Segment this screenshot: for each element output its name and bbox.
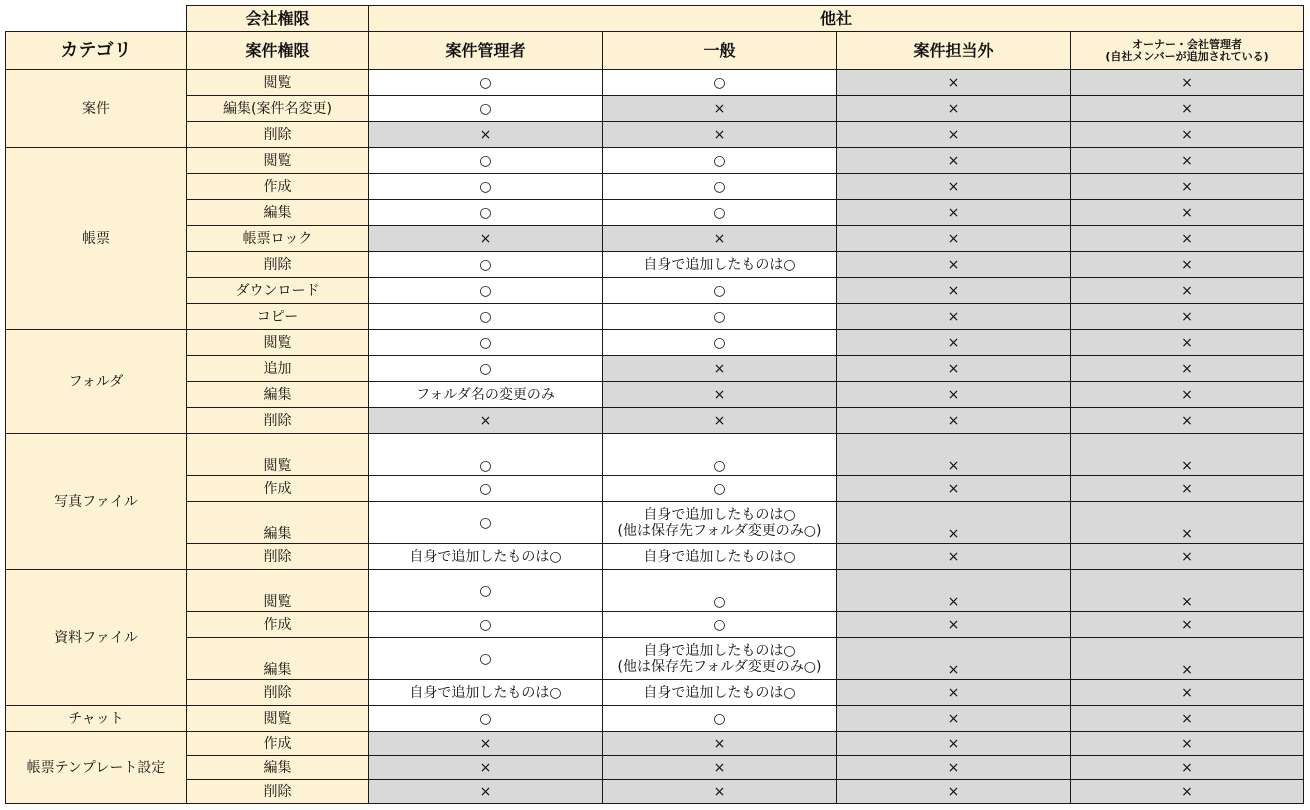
role-header-general: 一般 — [603, 32, 837, 70]
access-cell-project-manager: ○ — [369, 570, 603, 612]
role-header-owner-admin: オーナー・会社管理者 (自社メンバーが追加されている) — [1071, 32, 1304, 70]
table-row — [6, 780, 1304, 804]
access-cell-general: × — [603, 780, 837, 804]
category-cell: チャット — [6, 706, 187, 732]
access-cell-project-manager: ○ — [369, 148, 603, 174]
access-cell-owner-admin: × — [1071, 122, 1304, 148]
access-cell-project-manager: ○ — [369, 638, 603, 680]
corner-blank-cell — [6, 6, 187, 32]
access-cell-general: × — [603, 356, 837, 382]
table-row — [6, 304, 1304, 330]
access-cell-general: × — [603, 96, 837, 122]
access-cell-owner-admin: × — [1071, 278, 1304, 304]
permission-cell: 編集 — [187, 502, 369, 544]
access-cell-project-manager: ○ — [369, 476, 603, 502]
role-header-not-assigned: 案件担当外 — [837, 32, 1071, 70]
access-cell-project-manager: × — [369, 732, 603, 756]
permission-cell: コピー — [187, 304, 369, 330]
access-cell-owner-admin: × — [1071, 756, 1304, 780]
category-header: カテゴリ — [6, 32, 187, 70]
access-cell-general: ○ — [603, 200, 837, 226]
table-row — [6, 544, 1304, 570]
permission-cell: 閲覧 — [187, 434, 369, 476]
access-cell-not-assigned: × — [837, 96, 1071, 122]
access-cell-project-manager: ○ — [369, 252, 603, 278]
table-row — [6, 638, 1304, 680]
access-cell-general: 自身で追加したものは○ (他は保存先フォルダ変更のみ○) — [603, 638, 837, 680]
access-cell-owner-admin: × — [1071, 304, 1304, 330]
permission-cell: 閲覧 — [187, 70, 369, 96]
access-cell-not-assigned: × — [837, 174, 1071, 200]
access-cell-general: × — [603, 382, 837, 408]
permission-cell: 削除 — [187, 122, 369, 148]
access-cell-not-assigned: × — [837, 70, 1071, 96]
access-cell-owner-admin: × — [1071, 612, 1304, 638]
access-cell-owner-admin: × — [1071, 148, 1304, 174]
access-cell-owner-admin: × — [1071, 732, 1304, 756]
access-cell-project-manager: × — [369, 226, 603, 252]
permission-cell: 編集 — [187, 756, 369, 780]
access-cell-project-manager: ○ — [369, 70, 603, 96]
access-cell-project-manager: × — [369, 756, 603, 780]
access-cell-not-assigned: × — [837, 544, 1071, 570]
access-cell-not-assigned: × — [837, 680, 1071, 706]
permission-cell: 帳票ロック — [187, 226, 369, 252]
category-cell: 帳票 — [6, 148, 187, 330]
table-row — [6, 226, 1304, 252]
access-cell-project-manager: ○ — [369, 200, 603, 226]
access-cell-general: ○ — [603, 70, 837, 96]
access-cell-not-assigned: × — [837, 756, 1071, 780]
permission-cell: 編集 — [187, 638, 369, 680]
access-cell-not-assigned: × — [837, 122, 1071, 148]
access-cell-project-manager: ○ — [369, 502, 603, 544]
permission-cell: 削除 — [187, 680, 369, 706]
access-cell-general: × — [603, 122, 837, 148]
access-cell-project-manager: ○ — [369, 612, 603, 638]
table-row — [6, 252, 1304, 278]
header-row-top — [6, 6, 1304, 32]
access-cell-general: ○ — [603, 476, 837, 502]
access-cell-general: ○ — [603, 612, 837, 638]
access-cell-general: 自身で追加したものは○ (他は保存先フォルダ変更のみ○) — [603, 502, 837, 544]
access-cell-not-assigned: × — [837, 330, 1071, 356]
table-row — [6, 96, 1304, 122]
access-cell-not-assigned: × — [837, 434, 1071, 476]
access-cell-not-assigned: × — [837, 304, 1071, 330]
access-cell-not-assigned: × — [837, 226, 1071, 252]
category-cell: 写真ファイル — [6, 434, 187, 570]
permission-cell: 閲覧 — [187, 148, 369, 174]
access-cell-not-assigned: × — [837, 382, 1071, 408]
access-cell-project-manager: 自身で追加したものは○ — [369, 544, 603, 570]
permission-cell: 作成 — [187, 732, 369, 756]
access-cell-owner-admin: × — [1071, 330, 1304, 356]
permission-cell: 削除 — [187, 252, 369, 278]
category-cell: 帳票テンプレート設定 — [6, 732, 187, 804]
access-cell-project-manager: × — [369, 122, 603, 148]
access-cell-not-assigned: × — [837, 148, 1071, 174]
access-cell-general: × — [603, 226, 837, 252]
table-row — [6, 756, 1304, 780]
access-cell-general: ○ — [603, 148, 837, 174]
access-cell-owner-admin: × — [1071, 96, 1304, 122]
permission-table-body — [6, 6, 1304, 804]
access-cell-not-assigned: × — [837, 570, 1071, 612]
access-cell-project-manager: ○ — [369, 434, 603, 476]
permission-cell: 閲覧 — [187, 570, 369, 612]
access-cell-not-assigned: × — [837, 200, 1071, 226]
permission-table — [5, 5, 1304, 804]
access-cell-owner-admin: × — [1071, 544, 1304, 570]
access-cell-general: 自身で追加したものは○ — [603, 544, 837, 570]
access-cell-general: ○ — [603, 706, 837, 732]
access-cell-general: ○ — [603, 434, 837, 476]
access-cell-general: ○ — [603, 304, 837, 330]
access-cell-owner-admin: × — [1071, 70, 1304, 96]
access-cell-owner-admin: × — [1071, 226, 1304, 252]
table-row — [6, 330, 1304, 356]
other-company-header: 他社 — [369, 6, 1304, 32]
access-cell-owner-admin: × — [1071, 356, 1304, 382]
table-row — [6, 732, 1304, 756]
table-row — [6, 706, 1304, 732]
table-row — [6, 278, 1304, 304]
access-cell-not-assigned: × — [837, 252, 1071, 278]
table-row — [6, 612, 1304, 638]
access-cell-project-manager: × — [369, 780, 603, 804]
access-cell-general: ○ — [603, 330, 837, 356]
access-cell-not-assigned: × — [837, 732, 1071, 756]
table-row — [6, 122, 1304, 148]
permission-cell: 削除 — [187, 408, 369, 434]
table-row — [6, 434, 1304, 476]
table-row — [6, 570, 1304, 612]
table-row — [6, 408, 1304, 434]
category-cell: 案件 — [6, 70, 187, 148]
access-cell-owner-admin: × — [1071, 502, 1304, 544]
table-row — [6, 476, 1304, 502]
access-cell-project-manager: × — [369, 408, 603, 434]
access-cell-general: ○ — [603, 174, 837, 200]
category-cell: フォルダ — [6, 330, 187, 434]
access-cell-owner-admin: × — [1071, 570, 1304, 612]
access-cell-not-assigned: × — [837, 638, 1071, 680]
access-cell-general: ○ — [603, 278, 837, 304]
access-cell-project-manager: ○ — [369, 174, 603, 200]
access-cell-project-manager: フォルダ名の変更のみ — [369, 382, 603, 408]
table-row — [6, 148, 1304, 174]
access-cell-owner-admin: × — [1071, 680, 1304, 706]
access-cell-project-manager: ○ — [369, 278, 603, 304]
access-cell-not-assigned: × — [837, 780, 1071, 804]
access-cell-owner-admin: × — [1071, 476, 1304, 502]
permission-cell: 追加 — [187, 356, 369, 382]
access-cell-general: × — [603, 732, 837, 756]
access-cell-not-assigned: × — [837, 612, 1071, 638]
permission-cell: 削除 — [187, 780, 369, 804]
role-header-project-manager: 案件管理者 — [369, 32, 603, 70]
project-permission-header: 案件権限 — [187, 32, 369, 70]
access-cell-project-manager: ○ — [369, 96, 603, 122]
permission-cell: ダウンロード — [187, 278, 369, 304]
access-cell-not-assigned: × — [837, 706, 1071, 732]
permission-cell: 作成 — [187, 612, 369, 638]
access-cell-owner-admin: × — [1071, 706, 1304, 732]
header-row-roles — [6, 32, 1304, 70]
access-cell-not-assigned: × — [837, 408, 1071, 434]
access-cell-not-assigned: × — [837, 502, 1071, 544]
access-cell-owner-admin: × — [1071, 252, 1304, 278]
permission-cell: 編集(案件名変更) — [187, 96, 369, 122]
access-cell-owner-admin: × — [1071, 638, 1304, 680]
access-cell-owner-admin: × — [1071, 434, 1304, 476]
category-cell: 資料ファイル — [6, 570, 187, 706]
access-cell-project-manager: ○ — [369, 706, 603, 732]
access-cell-project-manager: ○ — [369, 330, 603, 356]
access-cell-owner-admin: × — [1071, 382, 1304, 408]
access-cell-owner-admin: × — [1071, 780, 1304, 804]
access-cell-owner-admin: × — [1071, 174, 1304, 200]
access-cell-general: 自身で追加したものは○ — [603, 252, 837, 278]
table-row — [6, 70, 1304, 96]
access-cell-general: ○ — [603, 570, 837, 612]
permission-cell: 作成 — [187, 476, 369, 502]
permission-cell: 閲覧 — [187, 706, 369, 732]
permission-cell: 削除 — [187, 544, 369, 570]
table-row — [6, 200, 1304, 226]
permission-cell: 閲覧 — [187, 330, 369, 356]
table-row — [6, 382, 1304, 408]
access-cell-not-assigned: × — [837, 476, 1071, 502]
table-row — [6, 502, 1304, 544]
access-cell-not-assigned: × — [837, 356, 1071, 382]
company-permission-header: 会社権限 — [187, 6, 369, 32]
table-row — [6, 174, 1304, 200]
access-cell-not-assigned: × — [837, 278, 1071, 304]
access-cell-owner-admin: × — [1071, 408, 1304, 434]
access-cell-project-manager: ○ — [369, 304, 603, 330]
permission-cell: 編集 — [187, 200, 369, 226]
access-cell-owner-admin: × — [1071, 200, 1304, 226]
access-cell-project-manager: 自身で追加したものは○ — [369, 680, 603, 706]
table-row — [6, 680, 1304, 706]
access-cell-general: × — [603, 408, 837, 434]
permission-cell: 編集 — [187, 382, 369, 408]
access-cell-general: × — [603, 756, 837, 780]
permission-cell: 作成 — [187, 174, 369, 200]
access-cell-project-manager: ○ — [369, 356, 603, 382]
access-cell-general: 自身で追加したものは○ — [603, 680, 837, 706]
table-row — [6, 356, 1304, 382]
